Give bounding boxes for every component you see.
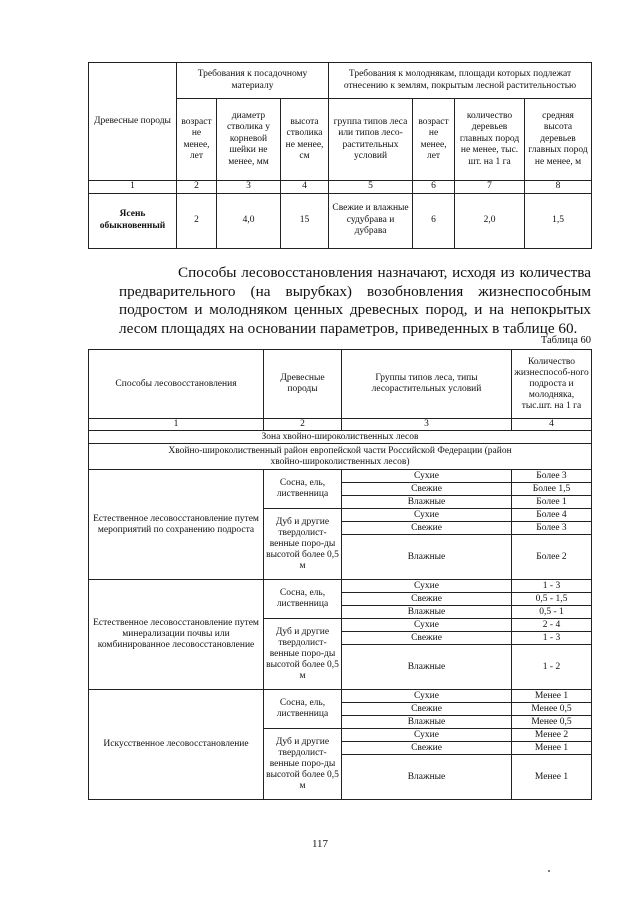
header-young-age: возраст не менее, лет [413, 99, 455, 181]
column-number: 7 [455, 181, 525, 194]
cell-tree-count: 2,0 [455, 193, 525, 248]
header-avg-height: средняя высота деревьев главных пород не менее, м [525, 99, 592, 181]
species-oak: Дуб и другие твердолист-венные поро-ды высотой более 0,5 м [264, 619, 342, 690]
quantity: Менее 1 [512, 742, 592, 755]
forest-type: Влажные [342, 496, 512, 509]
quantity: Менее 1 [512, 755, 592, 800]
paragraph-first-line: Способы лесовосстановления назначают, исходя из количества [178, 264, 591, 281]
column-number: 2 [177, 181, 217, 194]
column-number: 1 [89, 419, 264, 431]
zone-heading: Зона хвойно-широколиственных лесов [89, 431, 592, 444]
header-forest-group: группа типов леса или типов лесо-растительных условий [329, 99, 413, 181]
cell-height: 15 [281, 193, 329, 248]
quantity: Более 2 [512, 535, 592, 580]
page-number: 117 [311, 838, 329, 850]
forest-type: Влажные [342, 606, 512, 619]
cell-young-age: 6 [413, 193, 455, 248]
forest-type: Сухие [342, 509, 512, 522]
header-method: Способы лесовосстановления [89, 350, 264, 419]
quantity: Более 3 [512, 470, 592, 483]
region-heading: Хвойно-широколиственный район европейской части Российской Федерации (район хвойно-широколиственных лесов) [89, 444, 592, 470]
header-planting-material: Требования к посадочному материалу [177, 63, 329, 99]
column-number: 4 [281, 181, 329, 194]
forest-type: Сухие [342, 470, 512, 483]
forest-type: Сухие [342, 619, 512, 632]
quantity: Менее 0,5 [512, 716, 592, 729]
column-number: 8 [525, 181, 592, 194]
quantity: 1 - 3 [512, 632, 592, 645]
table-row [89, 193, 592, 248]
species-oak: Дуб и другие твердолист-венные поро-ды высотой более 0,5 м [264, 729, 342, 800]
forest-type: Сухие [342, 729, 512, 742]
method-artificial: Искусственное лесовосстановление [89, 690, 264, 800]
seedling-requirements-table [88, 62, 592, 249]
forest-type: Влажные [342, 716, 512, 729]
column-number: 3 [217, 181, 281, 194]
column-number: 6 [413, 181, 455, 194]
header-age: возраст не менее, лет [177, 99, 217, 181]
quantity: Более 1,5 [512, 483, 592, 496]
quantity: Менее 2 [512, 729, 592, 742]
forest-type: Свежие [342, 632, 512, 645]
species-conifer: Сосна, ель, лиственница [264, 470, 342, 509]
quantity: 2 - 4 [512, 619, 592, 632]
header-tree-count: количество деревьев главных пород не менее, тыс. шт. на 1 га [455, 99, 525, 181]
forest-type: Сухие [342, 690, 512, 703]
scan-speck [548, 870, 550, 872]
species-conifer: Сосна, ель, лиственница [264, 690, 342, 729]
column-number: 5 [329, 181, 413, 194]
header-forest-types: Группы типов леса, типы лесорастительных условий [342, 350, 512, 419]
forest-type: Влажные [342, 645, 512, 690]
cell-species: Ясень обыкновенный [89, 193, 177, 248]
header-diameter: диаметр стволика у корневой шейки не менее, мм [217, 99, 281, 181]
forest-type: Сухие [342, 580, 512, 593]
reforestation-methods-table [88, 349, 592, 800]
column-number: 3 [342, 419, 512, 431]
table-caption: Таблица 60 [540, 335, 591, 346]
quantity: 1 - 2 [512, 645, 592, 690]
quantity: 0,5 - 1,5 [512, 593, 592, 606]
cell-forest-group: Свежие и влажные судубрава и дубрава [329, 193, 413, 248]
column-number: 4 [512, 419, 592, 431]
header-species: Древесные породы [89, 63, 177, 181]
column-number: 2 [264, 419, 342, 431]
quantity: Менее 1 [512, 690, 592, 703]
forest-type: Свежие [342, 483, 512, 496]
body-paragraph [119, 264, 591, 338]
header-height: высота стволика не менее, см [281, 99, 329, 181]
column-number: 1 [89, 181, 177, 194]
species-conifer: Сосна, ель, лиственница [264, 580, 342, 619]
forest-type: Свежие [342, 742, 512, 755]
quantity: Менее 0,5 [512, 703, 592, 716]
paragraph-rest: предварительного (на вырубках) возобновления жизнеспособным подростом и молодняком ценных древесных пород, и на непокрытых лесом площадях на основании параметров, приведенных в таблице 60. [119, 282, 591, 337]
forest-type: Свежие [342, 593, 512, 606]
forest-type: Влажные [342, 755, 512, 800]
quantity: 0,5 - 1 [512, 606, 592, 619]
method-natural-preservation: Естественное лесовосстановление путем мероприятий по сохранению подроста [89, 470, 264, 580]
header-young-stands: Требования к молоднякам, площади которых подлежат отнесению к землям, покрытым лесной растительностью [329, 63, 592, 99]
column-numbers-row [89, 419, 592, 431]
cell-avg-height: 1,5 [525, 193, 592, 248]
table-row [89, 580, 592, 593]
forest-type: Влажные [342, 535, 512, 580]
quantity: Более 4 [512, 509, 592, 522]
quantity: Более 3 [512, 522, 592, 535]
species-oak: Дуб и другие твердолист-венные поро-ды высотой более 0,5 м [264, 509, 342, 580]
table-row [89, 470, 592, 483]
quantity: Более 1 [512, 496, 592, 509]
method-natural-mineralization: Естественное лесовосстановление путем минерализации почвы или комбинированное лесовосстановление [89, 580, 264, 690]
quantity: 1 - 3 [512, 580, 592, 593]
cell-age: 2 [177, 193, 217, 248]
header-tree-species: Древесные породы [264, 350, 342, 419]
header-quantity: Количество жизнеспособ-ного подроста и молодняка, тыс.шт. на 1 га [512, 350, 592, 419]
forest-type: Свежие [342, 703, 512, 716]
forest-type: Свежие [342, 522, 512, 535]
cell-diameter: 4,0 [217, 193, 281, 248]
column-numbers-row [89, 181, 592, 194]
table-row [89, 690, 592, 703]
